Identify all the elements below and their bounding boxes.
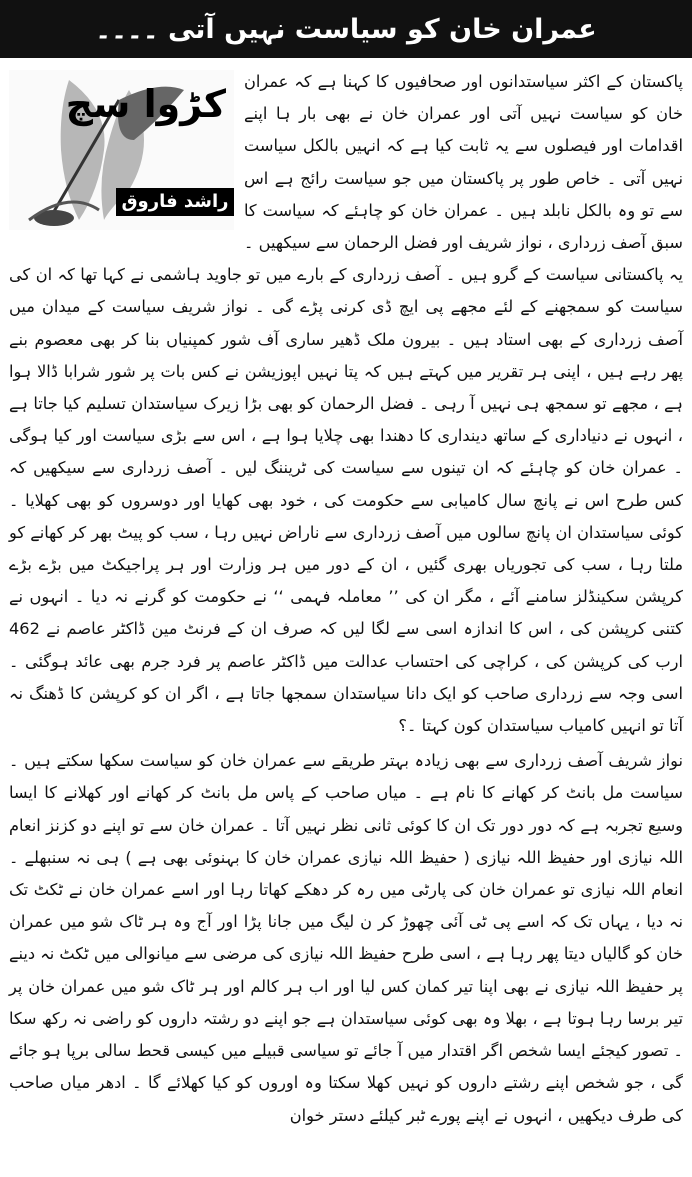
column-logo (9, 70, 234, 230)
paragraph-text: پاکستان کے اکثر سیاستدانوں اور صحافیوں کا کہنا ہے کہ عمران خان کو سیاست نہیں آتی اور عمران خان نے بھی بار ہا اپنے اقدامات اور فیصلوں سے یہ ثابت کیا ہے کہ انہیں بالکل سیاست نہیں آتی ۔ خاص طور پر پاکستان میں جو سیاست رائج ہے اس سے تو وہ بالکل نابلد ہیں ۔ عمران خان کو چاہئے کہ سیاست کا سبق آصف زرداری ، نواز شریف اور فضل الرحمان سے سیکھیں ۔ یہ پاکستانی سیاست کے گرو ہیں ۔ آصف زرداری کے بارے میں تو جاوید ہاشمی نے کہا تھا کہ ان کی سیاست کو سمجھنے کے لئے مجھے پی ایچ ڈی کرنی پڑے گی ۔ نواز شریف سیاست کے میدان میں آصف زرداری کے بھی استاد ہیں ۔ بیرون ملک ڈھیر ساری آف شور کمپنیاں بنا کر بھی معصوم بنے پھر رہے ہیں ، اپنی ہر تقریر میں کہتے ہیں کہ پتا نہیں اپوزیشن نے کس بات پر شور شرابا ڈالا ہوا ہے ، مجھے تو سمجھ ہی نہیں آ رہی ۔ فضل الرحمان کو بھی بڑا زیرک سیاستدان تسلیم کیا جاتا ہے ، انہوں نے دنیاداری کے ساتھ دینداری کا دھندا بھی چلایا ہوا ہے ، اس سے بڑی سیاست اور کیا ہوگی ۔ عمران خان کو چاہئے کہ ان تینوں سے سیاست کی ٹریننگ لیں ۔ آصف زرداری سے سیکھیں کہ کس طرح اس نے پانچ سال کامیابی سے حکومت کی ، خود بھی کھایا اور دوسروں کو بھی کھلایا ۔ کوئی سیاستدان ان پانچ سالوں میں آصف زرداری سے ناراض نہیں رہا ، سب کو پیٹ بھر کر کھانے کو ملتا رہا ، سب کی تجوریاں بھری گئیں ، ان کے دور میں ہر وزارت اور ہر پراجیکٹ میں بڑے بڑے کرپشن سکینڈلز سامنے آئے ، مگر ان کی ’’ معاملہ فہمی ‘‘ نے حکومت کو گرنے نہ دیا ۔ انہوں نے کتنی کرپشن کی ، اس کا اندازہ اسی سے لگا لیں کہ صرف ان کے فرنٹ مین ڈاکٹر عاصم نے 462 ارب کی کرپشن کی ، کراچی کی احتساب عدالت میں ڈاکٹر عاصم پر فرد جرم بھی عائد ہوگئی ۔ اسی وجہ سے زرداری صاحب کو ایک دانا سیاستدان سمجھا جاتا ہے ، اگر ان کو کرپشن کا ڈھنگ نہ آتا تو انہیں کامیاب سیاستدان کون کہتا ۔؟ (9, 72, 683, 736)
article-paragraph: نواز شریف آصف زرداری سے بھی زیادہ بہتر طریقے سے عمران خان کو سیاست سکھا سکتے ہیں ۔ سیاست مل بانٹ کر کھانے کا نام ہے ۔ میاں صاحب کے پاس مل بانٹ کر کھانے اور کھلانے کا ایسا وسیع تجربہ ہے کہ دور دور تک ان کا کوئی ثانی نظر نہیں آتا ۔ عمران خان سے تو اپنے دو کزنز انعام اللہ نیازی اور حفیظ اللہ نیازی ( حفیظ اللہ نیازی عمران خان کا بہنوئی بھی ہے ) ہی نہ سنبھلے ۔ انعام اللہ نیازی تو عمران خان کی پارٹی میں رہ کر دھکے کھاتا رہا اور اسے عمران خان نے ٹکٹ تک نہ دیا ، یہاں تک کہ اسے پی ٹی آئی چھوڑ کر ن لیگ میں جانا پڑا اور آج وہ ہر ٹاک شو میں عمران خان کو گالیاں دیتا پھر رہا ہے ، اسی طرح حفیظ اللہ نیازی کی مرضی سے میانوالی میں ٹکٹ نہ دینے پر حفیظ اللہ نیازی نے بھی اپنا تیر کمان کس لیا اور اب ہر کالم اور ہر ٹاک شو میں عمران خان پر تیر برسا رہا ہوتا ہے ، بھلا وہ بھی کوئی سیاستدان ہے جو اپنے دو رشتہ داروں کو راضی نہ رکھ سکا ۔ تصور کیجئے ایسا شخص اگر اقتدار میں آ جائے تو سیاسی قبیلے میں کیسی قحط سالی برپا ہو جائے گی ، جو شخص اپنے رشتے داروں کو نہیں کھلا سکتا وہ اوروں کو کیا کھلائے گا ۔ ادھر میاں صاحب کی طرف دیکھیں ، انہوں نے اپنے پورے ٹبر کیلئے دستر خوان (9, 751, 683, 1125)
column-name: کڑوا سچ (65, 82, 226, 126)
article-paragraph (9, 66, 683, 742)
author-name: راشد فاروق (116, 188, 234, 216)
article-body (9, 66, 683, 1132)
page-title: عمران خان کو سیاست نہیں آتی ۔۔۔۔ (0, 0, 692, 58)
